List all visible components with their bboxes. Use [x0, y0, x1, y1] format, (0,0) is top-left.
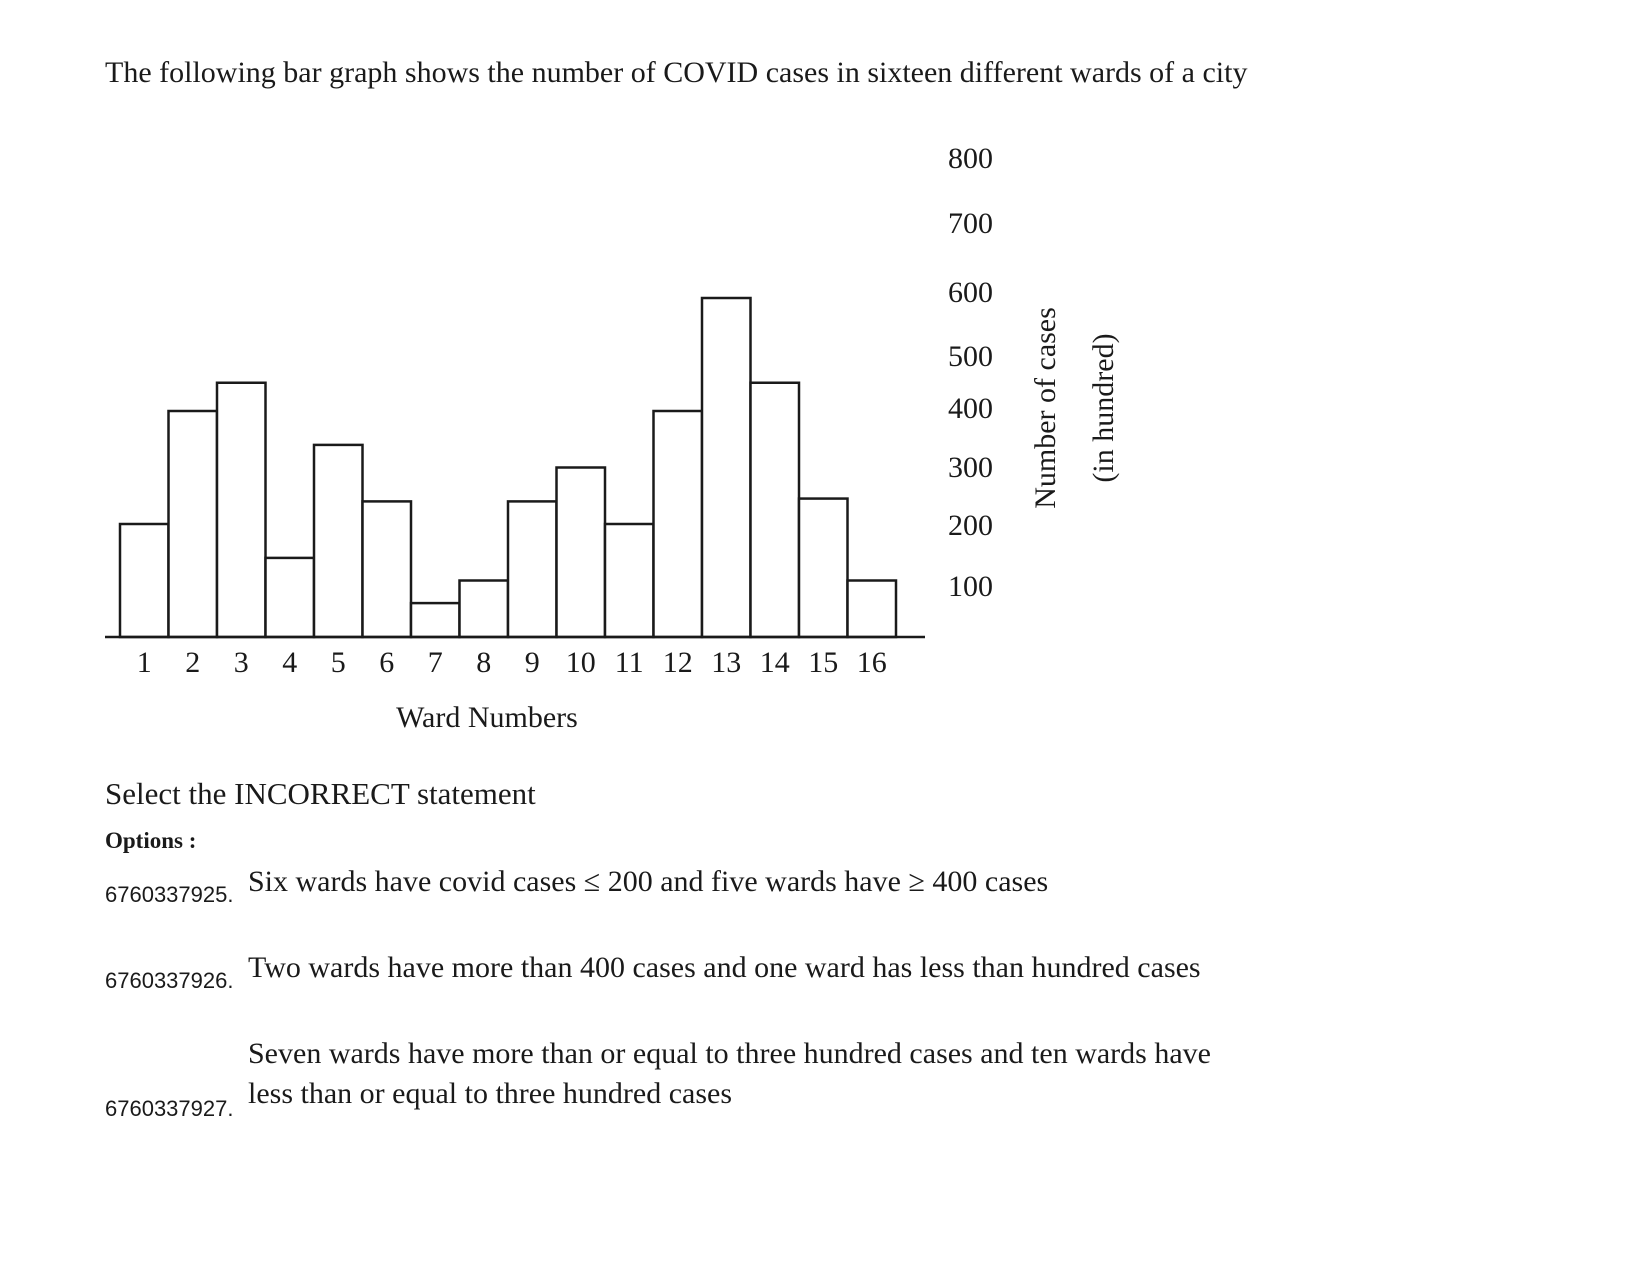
- x-tick-label: 15: [808, 646, 839, 679]
- y-tick-label: 600: [948, 276, 993, 309]
- y-tick-label: 100: [948, 570, 993, 603]
- x-tick-label: 9: [524, 646, 540, 679]
- x-tick-label: 16: [856, 646, 887, 679]
- x-tick-label: 14: [759, 646, 790, 679]
- bar-ward-15: [799, 499, 848, 637]
- bar-ward-9: [508, 501, 557, 637]
- bar-ward-12: [654, 411, 703, 637]
- y-tick-label: 500: [948, 340, 993, 373]
- bar-ward-10: [557, 468, 606, 638]
- option-id: 6760337926.: [105, 968, 234, 993]
- y-tick-labels: [948, 142, 993, 603]
- x-tick-label: 6: [379, 646, 395, 679]
- options-label: Options :: [105, 828, 197, 853]
- bar-ward-13: [702, 298, 751, 637]
- option-text: Two wards have more than 400 cases and one ward has less than hundred cases: [248, 951, 1201, 984]
- option-text: Seven wards have more than or equal to three hundred cases and ten wards have less than or equal to three hundred cases: [248, 1037, 1211, 1110]
- bar-ward-16: [848, 581, 897, 638]
- x-tick-label: 3: [233, 646, 249, 679]
- bar-ward-4: [266, 558, 315, 637]
- x-tick-label: 11: [614, 646, 644, 679]
- bar-ward-6: [363, 501, 412, 637]
- bar-ward-5: [314, 445, 363, 637]
- option-text: Six wards have covid cases ≤ 200 and five wards have ≥ 400 cases: [248, 865, 1049, 898]
- option-id: 6760337927.: [105, 1096, 234, 1121]
- x-tick-label: 5: [330, 646, 346, 679]
- bars-layer: [120, 298, 896, 637]
- bar-ward-2: [169, 411, 218, 637]
- x-tick-label: 13: [711, 646, 742, 679]
- question-intro: The following bar graph shows the number of COVID cases in sixteen different wards of a city: [105, 56, 1248, 89]
- x-tick-label: 8: [476, 646, 492, 679]
- y-tick-label: 700: [948, 207, 993, 240]
- bar-ward-11: [605, 524, 654, 637]
- bar-ward-7: [411, 603, 460, 637]
- y-axis-label: Number of cases: [1029, 307, 1062, 509]
- x-tick-label: 1: [136, 646, 152, 679]
- bar-ward-1: [120, 524, 169, 637]
- option-id: 6760337925.: [105, 882, 234, 907]
- x-tick-label: 4: [282, 646, 298, 679]
- y-tick-label: 300: [948, 451, 993, 484]
- x-tick-label: 10: [565, 646, 596, 679]
- question-prompt: Select the INCORRECT statement: [105, 776, 536, 811]
- bar-ward-3: [217, 383, 266, 637]
- y-tick-label: 800: [948, 142, 993, 175]
- bar-ward-8: [460, 581, 509, 638]
- y-tick-label: 200: [948, 509, 993, 542]
- x-tick-label: 12: [662, 646, 693, 679]
- x-tick-label: 7: [427, 646, 443, 679]
- y-axis-sublabel: (in hundred): [1087, 333, 1120, 483]
- x-axis-label: Ward Numbers: [396, 701, 578, 734]
- x-tick-label: 2: [185, 646, 201, 679]
- bar-ward-14: [751, 383, 800, 637]
- x-tick-labels: [137, 646, 887, 679]
- y-tick-label: 400: [948, 392, 993, 425]
